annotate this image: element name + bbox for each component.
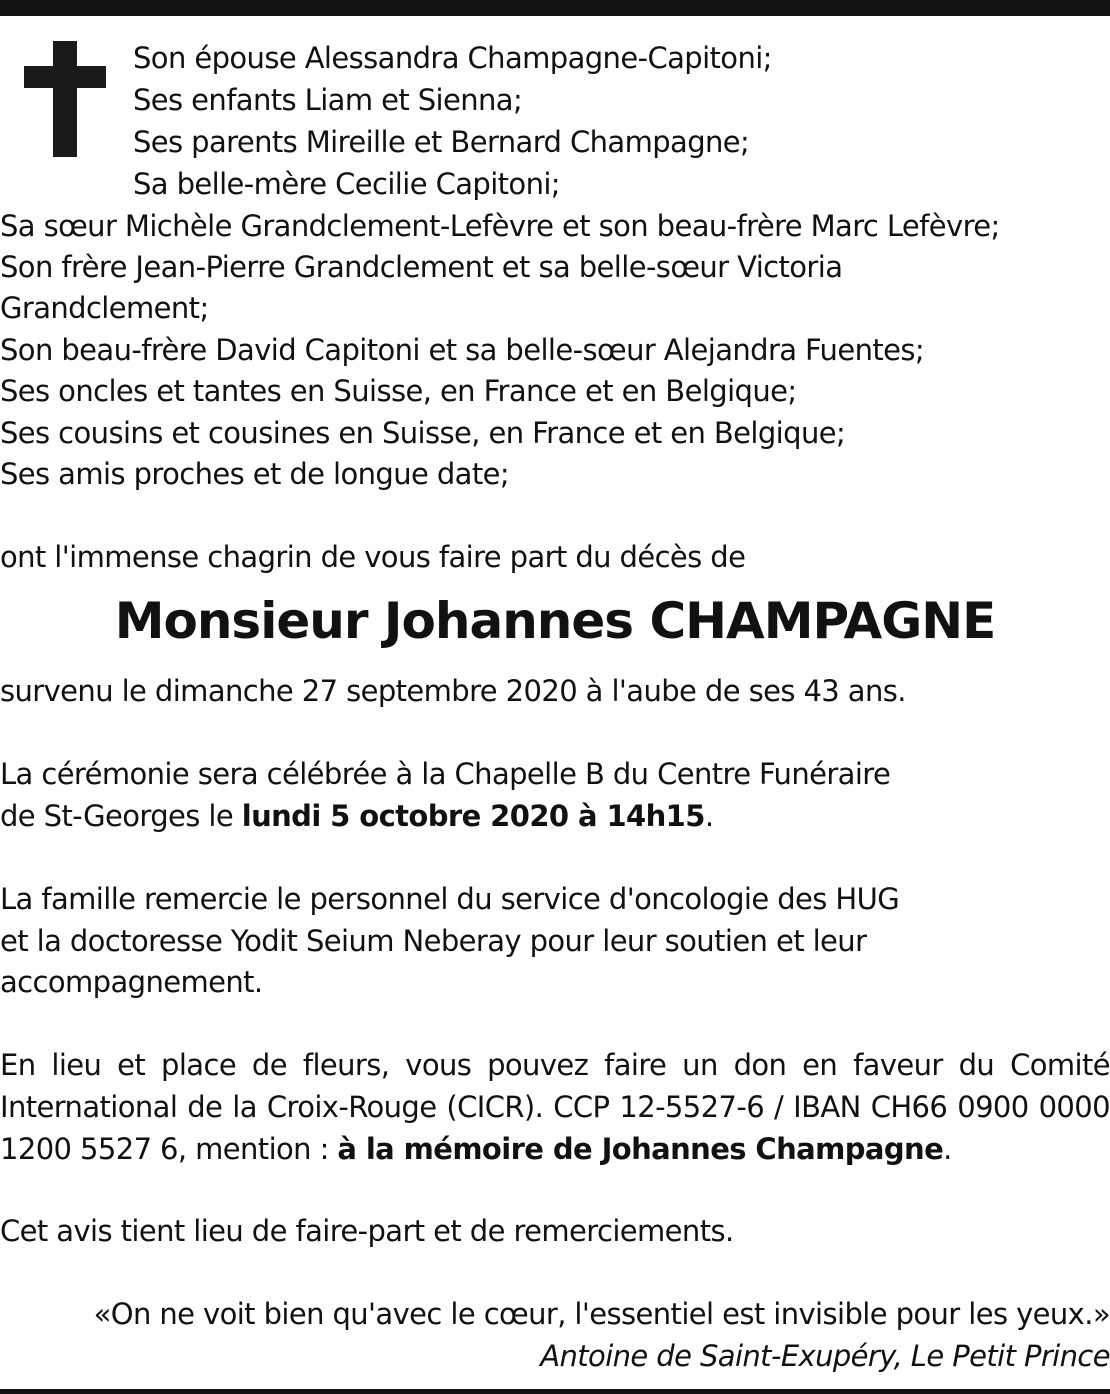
donation-paragraph: En lieu et place de fleurs, vous pouvez faire un don en faveur du Comité International de la Croix-Rouge (CICR). CCP 12-5527-6 / IBAN CH66 0900 0000 1200 5527 6, mention : à la mémoire de Johannes Champagne. <box>0 1048 1110 1166</box>
thanks-line: et la doctoresse Yodit Seium Neberay pour leur soutien et leur <box>0 924 867 958</box>
family-line: Ses oncles et tantes en Suisse, en France et en Belgique; <box>0 374 797 408</box>
announcement-text: ont l'immense chagrin de vous faire part du décès de <box>0 540 746 574</box>
family-line: Son épouse Alessandra Champagne-Capitoni; <box>133 41 772 75</box>
bottom-border-rule <box>0 1389 1110 1394</box>
thanks-line: accompagnement. <box>0 965 263 999</box>
notice-text: Cet avis tient lieu de faire-part et de remerciements. <box>0 1214 734 1248</box>
family-line: Ses parents Mireille et Bernard Champagne; <box>133 125 750 159</box>
death-info-text: survenu le dimanche 27 septembre 2020 à l'aube de ses 43 ans. <box>0 674 906 708</box>
quote-attribution: Antoine de Saint-Exupéry, Le Petit Prince <box>540 1339 1110 1373</box>
donation-mention: à la mémoire de Johannes Champagne <box>337 1132 944 1166</box>
top-border-rule <box>0 0 1110 16</box>
family-line: Grandclement; <box>0 291 209 325</box>
family-line: Son beau-frère David Capitoni et sa belle-sœur Alejandra Fuentes; <box>0 333 925 367</box>
family-line: Ses cousins et cousines en Suisse, en France et en Belgique; <box>0 416 846 450</box>
ceremony-date: lundi 5 octobre 2020 à 14h15 <box>241 799 705 833</box>
family-line: Ses amis proches et de longue date; <box>0 457 510 491</box>
cross-icon <box>24 41 106 157</box>
family-line: Sa belle-mère Cecilie Capitoni; <box>133 167 560 201</box>
family-line: Ses enfants Liam et Sienna; <box>133 83 523 117</box>
thanks-line: La famille remercie le personnel du service d'oncologie des HUG <box>0 882 900 916</box>
deceased-name-heading: Monsieur Johannes CHAMPAGNE <box>114 592 996 650</box>
ceremony-line-2: de St-Georges le lundi 5 octobre 2020 à 14h15. <box>0 799 714 833</box>
family-line: Son frère Jean-Pierre Grandclement et sa belle-sœur Victoria <box>0 250 843 284</box>
family-line: Sa sœur Michèle Grandclement-Lefèvre et son beau-frère Marc Lefèvre; <box>0 209 1000 243</box>
ceremony-line-1: La cérémonie sera célébrée à la Chapelle B du Centre Funéraire <box>0 757 891 791</box>
quote-text: «On ne voit bien qu'avec le cœur, l'essentiel est invisible pour les yeux.» <box>93 1297 1110 1331</box>
